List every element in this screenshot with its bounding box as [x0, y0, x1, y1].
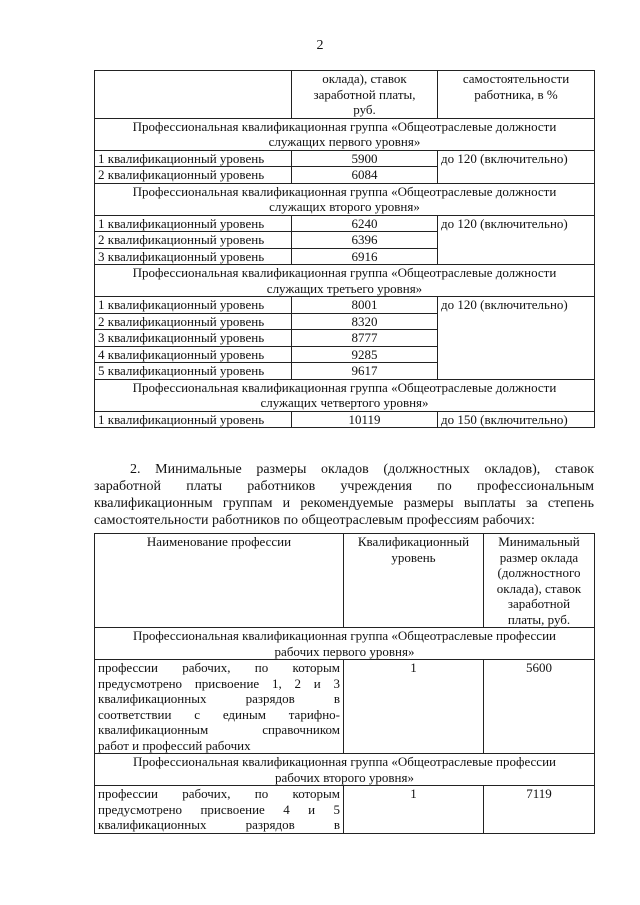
salary-cell: 6916: [292, 248, 438, 265]
table-row: [95, 660, 595, 754]
salary-cell: 8001: [292, 297, 438, 314]
salary-cell: 8320: [292, 313, 438, 330]
table-row: [95, 150, 595, 167]
payment-cell: до 120 (включительно): [438, 150, 595, 183]
qualification-groups-employees-table: [94, 70, 595, 428]
group-title-row: Профессиональная квалификационная группа «Общеотраслевые должности служащих первого уровня»: [95, 118, 595, 150]
worker-professions-table: [94, 533, 595, 834]
group-title-row: Профессиональная квалификационная группа «Общеотраслевые должности служащих второго уровня»: [95, 183, 595, 215]
level-cell: 1 квалификационный уровень: [95, 297, 292, 314]
salary-cell: 5900: [292, 150, 438, 167]
level-cell: 3 квалификационный уровень: [95, 248, 292, 265]
salary-cell: 6396: [292, 232, 438, 249]
group-title-row: Профессиональная квалификационная группа «Общеотраслевые профессии рабочих второго уровня»: [95, 754, 595, 786]
level-cell: 2 квалификационный уровень: [95, 167, 292, 184]
header-profession-cell: Наименование профессии: [95, 534, 344, 628]
section-2-paragraph: 2. Минимальные размеры окладов (должностных окладов), ставок заработной платы работников учреждения по профессиональным квалификационным группам и рекомендуемые размеры выплаты за степень самостоятельности работников по общеотраслевым профессиям рабочих:: [94, 462, 594, 528]
salary-cell: 9617: [292, 363, 438, 380]
payment-cell: до 150 (включительно): [438, 411, 595, 428]
level-cell: 1 квалификационный уровень: [95, 150, 292, 167]
salary-cell: 7119: [484, 786, 595, 834]
profession-cell: профессии рабочих, по которым предусмотрено присвоение 4 и 5 квалификационных разрядов в: [95, 786, 344, 834]
salary-cell: 9285: [292, 346, 438, 363]
table-row: [95, 786, 595, 834]
level-cell: 4 квалификационный уровень: [95, 346, 292, 363]
level-cell: 1: [344, 660, 484, 754]
level-cell: 1 квалификационный уровень: [95, 411, 292, 428]
payment-cell: до 120 (включительно): [438, 215, 595, 265]
level-cell: 3 квалификационный уровень: [95, 330, 292, 347]
header-salary-cell: оклада), ставок заработной платы, руб.: [292, 71, 438, 119]
payment-cell: до 120 (включительно): [438, 297, 595, 380]
salary-cell: 5600: [484, 660, 595, 754]
group-title-row: Профессиональная квалификационная группа «Общеотраслевые должности служащих четвертого уровня»: [95, 379, 595, 411]
level-cell: 2 квалификационный уровень: [95, 232, 292, 249]
level-cell: 5 квалификационный уровень: [95, 363, 292, 380]
salary-cell: 10119: [292, 411, 438, 428]
salary-cell: 8777: [292, 330, 438, 347]
group-title-row: Профессиональная квалификационная группа «Общеотраслевые профессии рабочих первого уровня»: [95, 628, 595, 660]
header-salary-cell: Минимальный размер оклада (должностного оклада), ставок заработной платы, руб.: [484, 534, 595, 628]
table-row: [95, 215, 595, 232]
page-number: 2: [316, 38, 324, 53]
level-cell: 2 квалификационный уровень: [95, 313, 292, 330]
table-row: [95, 297, 595, 314]
salary-cell: 6084: [292, 167, 438, 184]
level-cell: 1 квалификационный уровень: [95, 215, 292, 232]
header-payment-cell: самостоятельности работника, в %: [438, 71, 595, 119]
table-row: [95, 411, 595, 428]
table-header-row: [95, 534, 595, 628]
table-header-row: [95, 71, 595, 119]
header-level-cell: Квалификационный уровень: [344, 534, 484, 628]
profession-cell: профессии рабочих, по которым предусмотрено присвоение 1, 2 и 3 квалификационных разрядов в соответствии с единым тарифно- квалификационным справочником работ и профессий рабочих: [95, 660, 344, 754]
salary-cell: 6240: [292, 215, 438, 232]
group-title-row: Профессиональная квалификационная группа «Общеотраслевые должности служащих третьего уровня»: [95, 265, 595, 297]
level-cell: 1: [344, 786, 484, 834]
